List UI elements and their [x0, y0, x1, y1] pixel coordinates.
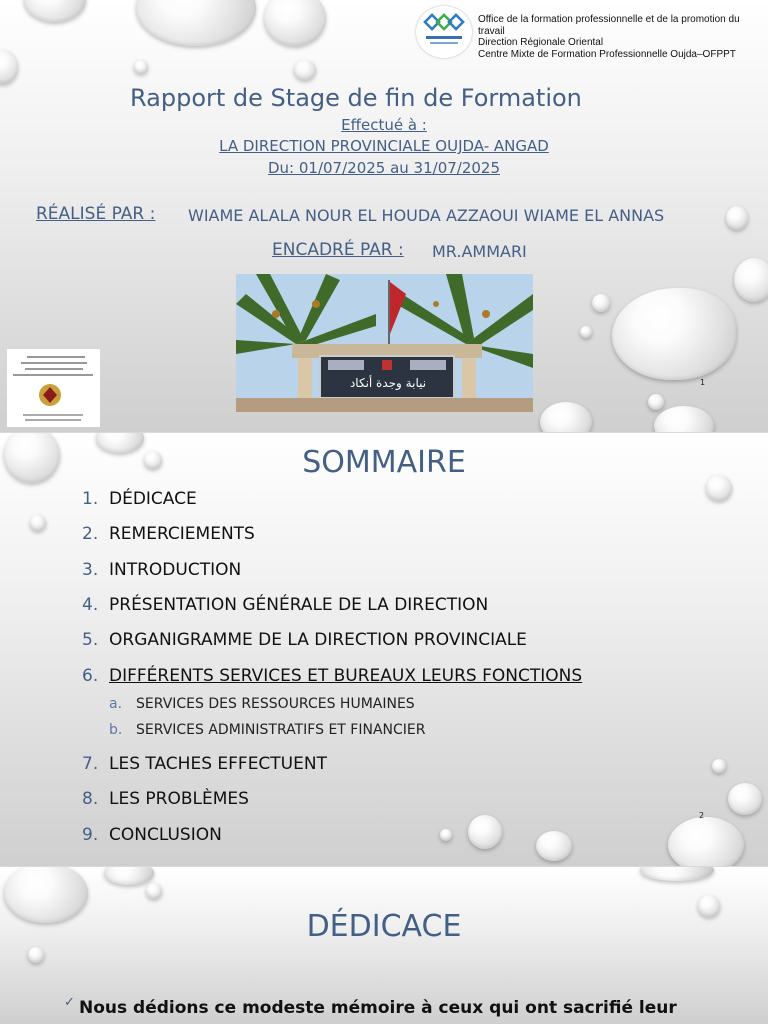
toc-number: 1.	[82, 489, 99, 509]
toc-number: 7.	[82, 754, 99, 774]
water-drop	[468, 815, 502, 849]
toc-sublabel: SERVICES ADMINISTRATIFS ET FINANCIER	[136, 722, 426, 738]
toc-number: 5.	[82, 630, 99, 650]
water-drop	[136, 0, 256, 46]
toc-item[interactable]	[82, 524, 255, 544]
toc-number: 9.	[82, 825, 99, 845]
water-drop	[536, 831, 572, 861]
toc-item[interactable]	[82, 595, 488, 615]
toc-item[interactable]	[82, 825, 222, 845]
internship-dates: Du: 01/07/2025 au 31/07/2025	[267, 159, 501, 177]
office-header	[478, 14, 768, 60]
water-drop	[146, 883, 162, 899]
water-drop	[24, 0, 86, 22]
toc-label: LES TACHES EFFECTUENT	[109, 754, 327, 774]
water-drop	[440, 829, 452, 841]
toc-label: PRÉSENTATION GÉNÉRALE DE LA DIRECTION	[109, 595, 489, 615]
toc-number: 6.	[82, 666, 99, 686]
office-line: Office de la formation professionnelle et de la promotion du	[478, 14, 740, 25]
toc-label: LES PROBLÈMES	[109, 789, 249, 809]
water-drop	[654, 406, 714, 432]
water-drop	[726, 206, 748, 230]
toc-label: INTRODUCTION	[109, 560, 242, 580]
building-photo	[236, 274, 533, 412]
water-drop	[264, 0, 326, 46]
water-drop	[134, 60, 148, 74]
encadre-label: ENCADRÉ PAR :	[272, 240, 404, 260]
toc-label: DIFFÉRENTS SERVICES ET BUREAUX LEURS FONCTIONS	[109, 666, 583, 686]
dedicace-text: Nous dédions ce modeste mémoire à ceux qui ont sacrifié leur	[79, 998, 677, 1018]
toc-number: 2.	[82, 524, 99, 544]
toc-subitem[interactable]	[109, 722, 425, 738]
water-drop	[728, 783, 762, 815]
check-icon: ✓	[64, 995, 75, 1010]
ofppt-logo-icon	[416, 6, 472, 58]
toc-subnumber: b.	[109, 722, 123, 738]
building-sign: نيابة وجدة أنكاد	[349, 376, 427, 390]
report-title: Rapport de Stage de fin de Formation	[130, 84, 582, 112]
water-drop	[640, 867, 714, 881]
water-drop	[30, 515, 46, 531]
sommaire-title: SOMMAIRE	[302, 445, 466, 480]
page-number: 2	[699, 811, 705, 820]
water-drop	[294, 60, 316, 80]
water-drop	[668, 817, 744, 866]
toc-label: CONCLUSION	[109, 825, 222, 845]
encadre-name: MR.AMMARI	[432, 242, 527, 261]
toc-item[interactable]	[82, 630, 527, 650]
slide-sommaire	[0, 433, 768, 866]
toc-item-link[interactable]	[82, 666, 582, 686]
slide-cover	[0, 0, 768, 432]
water-drop	[712, 759, 726, 773]
office-line: Centre Mixte de Formation Professionnelle Oujda–OFPPT	[478, 48, 736, 60]
realise-label: RÉALISÉ PAR :	[36, 204, 156, 224]
direction-name: LA DIRECTION PROVINCIALE OUJDA- ANGAD	[219, 137, 549, 155]
toc-subnumber: a.	[109, 696, 123, 712]
palm-trees-icon	[236, 274, 533, 412]
toc-sublabel: SERVICES DES RESSOURCES HUMAINES	[136, 696, 415, 712]
water-drop	[612, 288, 736, 380]
water-drop	[648, 394, 664, 410]
office-line: Direction Régionale Oriental	[478, 37, 604, 48]
slide-dedicace	[0, 867, 768, 1024]
page-number: 1	[700, 378, 706, 387]
toc-subitem[interactable]	[109, 696, 415, 712]
toc-item[interactable]	[82, 489, 197, 509]
toc-label: REMERCIEMENTS	[109, 524, 255, 544]
water-drop	[0, 50, 18, 84]
water-drop	[28, 947, 44, 963]
toc-item[interactable]	[82, 560, 241, 580]
water-drop	[580, 326, 592, 338]
water-drop	[540, 402, 592, 432]
ofppt-logo	[416, 6, 472, 58]
ministry-logo-icon	[7, 349, 100, 427]
dedicace-title: DÉDICACE	[306, 909, 462, 944]
toc-label: DÉDICACE	[109, 489, 197, 509]
water-drop	[734, 258, 768, 302]
water-drop	[592, 294, 610, 312]
water-drop	[104, 867, 154, 885]
ministry-logo	[7, 349, 100, 427]
toc-number: 4.	[82, 595, 99, 615]
realise-names: WIAME ALALA NOUR EL HOUDA AZZAOUI WIAME EL ANNAS	[188, 206, 665, 225]
toc-label: ORGANIGRAMME DE LA DIRECTION PROVINCIALE	[109, 630, 527, 650]
toc-item[interactable]	[82, 789, 249, 809]
toc-number: 3.	[82, 560, 99, 580]
toc-item[interactable]	[82, 754, 327, 774]
office-line: travail	[478, 25, 505, 37]
effectue-label: Effectué à :	[341, 116, 427, 134]
toc-number: 8.	[82, 789, 99, 809]
